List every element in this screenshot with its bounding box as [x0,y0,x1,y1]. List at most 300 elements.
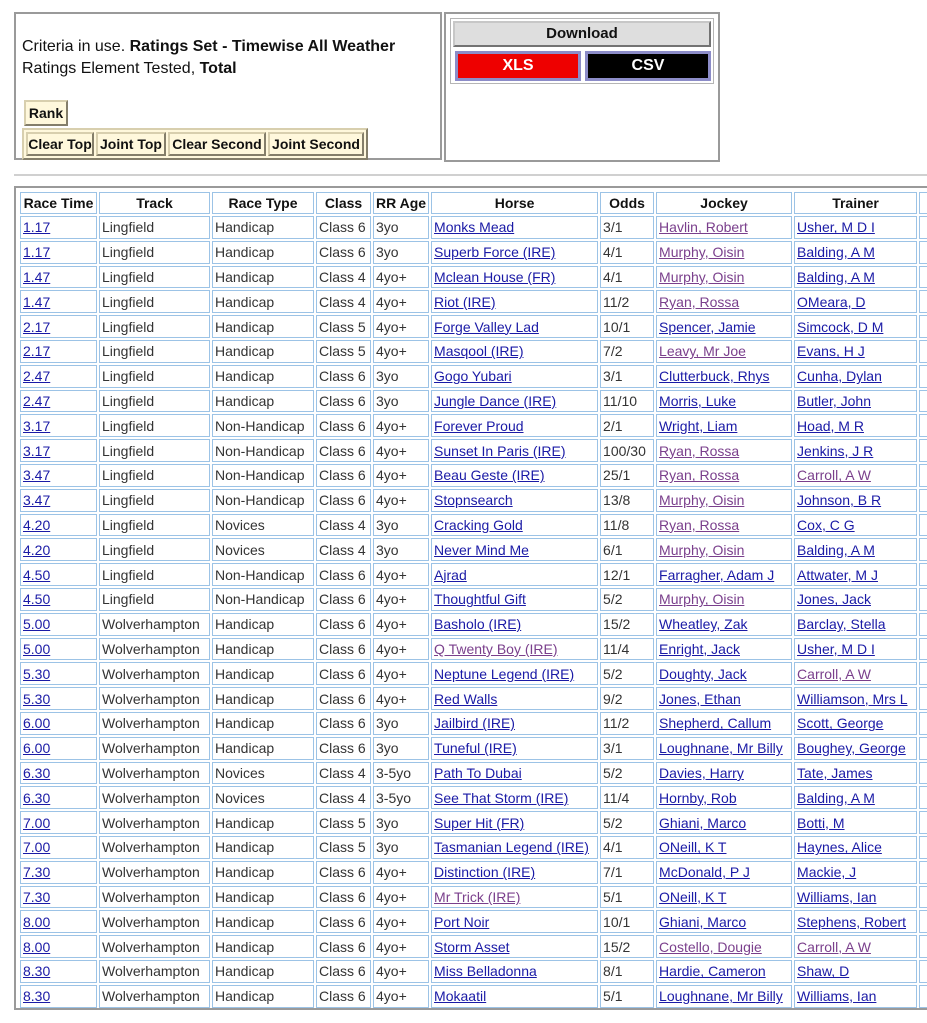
jockey-link[interactable]: Morris, Luke [659,392,737,409]
trainer-link[interactable]: Usher, M D I [797,219,875,236]
trainer-link[interactable]: Cox, C G [797,516,855,533]
trainer-link[interactable]: Botti, M [797,814,845,831]
jockey-cell [656,315,792,338]
horse-cell [431,290,598,313]
table-row [20,514,927,537]
track-cell: Lingfield [99,439,210,462]
horse-link[interactable]: Forever Proud [434,417,524,434]
trainer-link[interactable]: Williamson, Mrs L [797,690,908,707]
race-time-cell [20,638,97,661]
criteria-prefix: Criteria in use. [22,38,126,55]
column-header-track: Track [99,192,210,214]
trainer-link[interactable]: Balding, A M [797,268,875,285]
jockey-link[interactable]: Murphy, Oisin [659,492,745,509]
race-time-link[interactable]: 1.17 [23,219,51,236]
jockey-link[interactable]: Wheatley, Zak [659,616,748,633]
horse-link[interactable]: Cracking Gold [434,516,523,533]
horse-link[interactable]: Sunset In Paris (IRE) [434,442,566,459]
trainer-cell [794,985,917,1008]
class-cell: Class 6 [316,588,371,611]
odds-cell: 11/8 [600,514,654,537]
jockey-link[interactable]: ONeill, K T [659,839,727,856]
odds-cell: 5/1 [600,985,654,1008]
class-cell: Class 6 [316,737,371,760]
race-time-link[interactable]: 8.00 [23,938,51,955]
jockey-cell [656,762,792,785]
class-cell: Class 4 [316,266,371,289]
race-time-link[interactable]: 6.30 [23,789,51,806]
trainer-link[interactable]: Balding, A M [797,244,875,261]
horse-link[interactable]: Mokaatil [434,988,487,1005]
trainer-link[interactable]: Carroll, A W [797,938,871,955]
jockey-link[interactable]: Enright, Jack [659,640,740,657]
class-cell: Class 6 [316,861,371,884]
track-cell: Lingfield [99,489,210,512]
horse-cell [431,315,598,338]
horse-link[interactable]: Jailbird (IRE) [434,715,515,732]
jockey-link[interactable]: Loughnane, Mr Billy [659,740,783,757]
table-row [20,712,927,735]
jockey-cell [656,687,792,710]
table-row [20,315,927,338]
jockey-link[interactable]: Ryan, Rossa [659,442,740,459]
jockey-cell [656,836,792,859]
race-time-cell [20,712,97,735]
track-cell: Lingfield [99,464,210,487]
trainer-link[interactable]: Cunha, Dylan [797,368,882,385]
race-time-link[interactable]: 3.47 [23,492,51,509]
race-time-link[interactable]: 5.30 [23,690,51,707]
trainer-link[interactable]: Carroll, A W [797,467,871,484]
trainer-cell [794,638,917,661]
class-cell: Class 5 [316,315,371,338]
race-time-cell [20,390,97,413]
odds-cell: 2/1 [600,414,654,437]
track-cell: Lingfield [99,266,210,289]
trainer-cell [794,960,917,983]
jockey-cell [656,712,792,735]
track-cell: Lingfield [99,365,210,388]
trainer-cell [794,935,917,958]
track-cell: Lingfield [99,390,210,413]
horse-link[interactable]: Tasmanian Legend (IRE) [434,839,589,856]
rr-age-cell: 4yo+ [373,290,429,313]
jockey-link[interactable]: Murphy, Oisin [659,591,745,608]
odds-cell: 11/2 [600,712,654,735]
jockey-link[interactable]: Murphy, Oisin [659,244,745,261]
overflow-cell [919,910,927,933]
clear-top-button[interactable]: Clear Top [26,132,94,156]
race-type-cell: Handicap [212,216,314,239]
race-time-link[interactable]: 5.00 [23,640,51,657]
track-cell: Wolverhampton [99,836,210,859]
race-time-link[interactable]: 5.00 [23,616,51,633]
trainer-link[interactable]: Scott, George [797,715,884,732]
overflow-cell [919,315,927,338]
trainer-cell [794,365,917,388]
track-cell: Lingfield [99,414,210,437]
class-cell: Class 6 [316,960,371,983]
horse-link[interactable]: Super Hit (FR) [434,814,525,831]
rr-age-cell: 4yo+ [373,613,429,636]
race-time-link[interactable]: 2.17 [23,343,51,360]
race-time-link[interactable]: 1.47 [23,293,51,310]
jockey-link[interactable]: Clutterbuck, Rhys [659,368,770,385]
table-row [20,886,927,909]
jockey-cell [656,737,792,760]
odds-cell: 7/2 [600,340,654,363]
jockey-link[interactable]: Loughnane, Mr Billy [659,988,783,1005]
race-time-link[interactable]: 6.00 [23,715,51,732]
horse-link[interactable]: Stopnsearch [434,492,513,509]
jockey-link[interactable]: Ryan, Rossa [659,293,740,310]
overflow-cell [919,439,927,462]
overflow-cell [919,414,927,437]
jockey-link[interactable]: Doughty, Jack [659,665,747,682]
overflow-cell [919,563,927,586]
horse-link[interactable]: Never Mind Me [434,541,529,558]
results-table [18,190,927,1010]
horse-cell [431,638,598,661]
jockey-link[interactable]: Jones, Ethan [659,690,741,707]
class-cell: Class 6 [316,985,371,1008]
table-row [20,762,927,785]
race-time-link[interactable]: 2.47 [23,392,51,409]
rr-age-cell: 3yo [373,811,429,834]
race-time-link[interactable]: 7.30 [23,888,51,905]
horse-link[interactable]: Beau Geste (IRE) [434,467,545,484]
horse-link[interactable]: Ajrad [434,566,467,583]
jockey-link[interactable]: Wright, Liam [659,417,738,434]
trainer-cell [794,514,917,537]
trainer-link[interactable]: Williams, Ian [797,888,877,905]
rr-age-cell: 3yo [373,216,429,239]
column-header-race-type: Race Type [212,192,314,214]
divider [14,174,927,176]
horse-link[interactable]: Q Twenty Boy (IRE) [434,640,558,657]
trainer-link[interactable]: Barclay, Stella [797,616,886,633]
track-cell: Wolverhampton [99,861,210,884]
race-time-cell [20,439,97,462]
horse-link[interactable]: Red Walls [434,690,498,707]
race-type-cell: Handicap [212,712,314,735]
odds-cell: 3/1 [600,737,654,760]
track-cell: Wolverhampton [99,737,210,760]
race-type-cell: Non-Handicap [212,414,314,437]
jockey-cell [656,464,792,487]
table-row [20,266,927,289]
trainer-link[interactable]: Hoad, M R [797,417,864,434]
rr-age-cell: 3yo [373,514,429,537]
trainer-link[interactable]: Jenkins, J R [797,442,874,459]
trainer-link[interactable]: Boughey, George [797,740,906,757]
odds-cell: 11/4 [600,638,654,661]
table-row [20,737,927,760]
jockey-link[interactable]: Ghiani, Marco [659,814,747,831]
jockey-link[interactable]: Ryan, Rossa [659,467,740,484]
race-type-cell: Handicap [212,390,314,413]
race-type-cell: Handicap [212,910,314,933]
overflow-cell [919,538,927,561]
jockey-link[interactable]: Ryan, Rossa [659,516,740,533]
race-type-cell: Handicap [212,687,314,710]
joint-second-button[interactable]: Joint Second [268,132,364,156]
race-type-cell: Handicap [212,638,314,661]
trainer-link[interactable]: Williams, Ian [797,988,877,1005]
odds-cell: 5/2 [600,588,654,611]
horse-link[interactable]: Superb Force (IRE) [434,244,556,261]
rr-age-cell: 3yo [373,365,429,388]
track-cell: Lingfield [99,588,210,611]
race-time-link[interactable]: 4.50 [23,566,51,583]
horse-link[interactable]: Mclean House (FR) [434,268,556,285]
jockey-link[interactable]: Murphy, Oisin [659,541,745,558]
horse-link[interactable]: Thoughtful Gift [434,591,526,608]
trainer-link[interactable]: Carroll, A W [797,665,871,682]
trainer-link[interactable]: Mackie, J [797,864,857,881]
odds-cell: 8/1 [600,960,654,983]
trainer-cell [794,811,917,834]
horse-link[interactable]: See That Storm (IRE) [434,789,569,806]
horse-link[interactable]: Riot (IRE) [434,293,496,310]
race-time-link[interactable]: 1.47 [23,268,51,285]
track-cell: Wolverhampton [99,935,210,958]
class-cell: Class 6 [316,886,371,909]
horse-cell [431,340,598,363]
trainer-cell [794,489,917,512]
trainer-link[interactable]: Jones, Jack [797,591,871,608]
race-type-cell: Novices [212,538,314,561]
trainer-cell [794,414,917,437]
race-type-cell: Handicap [212,836,314,859]
class-cell: Class 6 [316,439,371,462]
race-time-link[interactable]: 3.47 [23,467,51,484]
race-time-link[interactable]: 2.47 [23,368,51,385]
table-row [20,439,927,462]
race-time-link[interactable]: 4.20 [23,516,51,533]
jockey-link[interactable]: Farragher, Adam J [659,566,775,583]
horse-cell [431,266,598,289]
trainer-link[interactable]: Johnson, B R [797,492,882,509]
trainer-cell [794,762,917,785]
horse-link[interactable]: Basholo (IRE) [434,616,522,633]
overflow-cell [919,737,927,760]
race-time-link[interactable]: 3.17 [23,417,51,434]
race-time-cell [20,216,97,239]
horse-link[interactable]: Distinction (IRE) [434,864,536,881]
table-header-row [20,192,927,214]
xls-download-button[interactable]: XLS [455,51,581,81]
race-time-link[interactable]: 1.17 [23,244,51,261]
jockey-link[interactable]: ONeill, K T [659,888,727,905]
odds-cell: 7/1 [600,861,654,884]
trainer-link[interactable]: Evans, H J [797,343,865,360]
table-row [20,910,927,933]
track-cell: Wolverhampton [99,638,210,661]
race-time-cell [20,290,97,313]
jockey-link[interactable]: Davies, Harry [659,764,744,781]
trainer-cell [794,439,917,462]
race-time-link[interactable]: 7.00 [23,839,51,856]
table-row [20,464,927,487]
trainer-link[interactable]: Tate, James [797,764,873,781]
download-panel [444,12,720,162]
horse-link[interactable]: Miss Belladonna [434,963,537,980]
jockey-link[interactable]: Havlin, Robert [659,219,748,236]
trainer-cell [794,216,917,239]
race-type-cell: Handicap [212,613,314,636]
race-time-cell [20,762,97,785]
column-header-rr-age: RR Age [373,192,429,214]
horse-link[interactable]: Masqool (IRE) [434,343,524,360]
table-row [20,414,927,437]
jockey-link[interactable]: Hornby, Rob [659,789,737,806]
jockey-cell [656,365,792,388]
rr-age-cell: 4yo+ [373,910,429,933]
overflow-cell [919,985,927,1008]
race-time-cell [20,414,97,437]
race-time-link[interactable]: 8.30 [23,963,51,980]
rank-button[interactable]: Rank [24,100,68,126]
trainer-cell [794,266,917,289]
jockey-link[interactable]: Murphy, Oisin [659,268,745,285]
odds-cell: 9/2 [600,687,654,710]
class-cell: Class 6 [316,563,371,586]
horse-link[interactable]: Path To Dubai [434,764,522,781]
trainer-cell [794,786,917,809]
jockey-link[interactable]: Shepherd, Callum [659,715,772,732]
table-row [20,960,927,983]
rr-age-cell: 4yo+ [373,588,429,611]
clear-second-button[interactable]: Clear Second [168,132,266,156]
filter-button-group [22,128,368,160]
csv-download-button[interactable]: CSV [585,51,711,81]
jockey-cell [656,266,792,289]
horse-cell [431,811,598,834]
class-cell: Class 5 [316,340,371,363]
jockey-link[interactable]: Spencer, Jamie [659,318,756,335]
joint-top-button[interactable]: Joint Top [96,132,166,156]
track-cell: Wolverhampton [99,960,210,983]
race-type-cell: Novices [212,514,314,537]
race-type-cell: Handicap [212,960,314,983]
trainer-link[interactable]: OMeara, D [797,293,866,310]
jockey-link[interactable]: Ghiani, Marco [659,913,747,930]
jockey-cell [656,241,792,264]
jockey-link[interactable]: Costello, Dougie [659,938,762,955]
race-type-cell: Handicap [212,365,314,388]
horse-link[interactable]: Neptune Legend (IRE) [434,665,575,682]
column-header-horse: Horse [431,192,598,214]
trainer-link[interactable]: Stephens, Robert [797,913,907,930]
overflow-cell [919,638,927,661]
rr-age-cell: 4yo+ [373,439,429,462]
horse-link[interactable]: Gogo Yubari [434,368,512,385]
jockey-cell [656,489,792,512]
race-time-cell [20,662,97,685]
trainer-cell [794,910,917,933]
odds-cell: 4/1 [600,836,654,859]
horse-link[interactable]: Mr Trick (IRE) [434,888,521,905]
race-time-link[interactable]: 7.00 [23,814,51,831]
jockey-link[interactable]: Hardie, Cameron [659,963,766,980]
rr-age-cell: 4yo+ [373,960,429,983]
race-time-cell [20,365,97,388]
class-cell: Class 4 [316,762,371,785]
race-time-link[interactable]: 6.30 [23,764,51,781]
trainer-link[interactable]: Balding, A M [797,789,875,806]
trainer-link[interactable]: Shaw, D [797,963,850,980]
race-time-cell [20,613,97,636]
trainer-link[interactable]: Butler, John [797,392,871,409]
horse-link[interactable]: Storm Asset [434,938,510,955]
jockey-link[interactable]: McDonald, P J [659,864,750,881]
class-cell: Class 6 [316,687,371,710]
trainer-link[interactable]: Attwater, M J [797,566,878,583]
race-time-cell [20,464,97,487]
horse-cell [431,464,598,487]
race-time-link[interactable]: 4.50 [23,591,51,608]
race-time-link[interactable]: 5.30 [23,665,51,682]
jockey-link[interactable]: Leavy, Mr Joe [659,343,746,360]
race-time-link[interactable]: 8.00 [23,913,51,930]
horse-cell [431,241,598,264]
trainer-link[interactable]: Balding, A M [797,541,875,558]
horse-link[interactable]: Tuneful (IRE) [434,740,517,757]
class-cell: Class 4 [316,538,371,561]
class-cell: Class 6 [316,489,371,512]
trainer-cell [794,588,917,611]
overflow-cell [919,662,927,685]
horse-cell [431,687,598,710]
overflow-cell [919,514,927,537]
overflow-cell [919,811,927,834]
table-row [20,538,927,561]
trainer-link[interactable]: Usher, M D I [797,640,875,657]
trainer-link[interactable]: Simcock, D M [797,318,884,335]
results-table-container [14,186,927,1010]
race-time-cell [20,861,97,884]
race-time-link[interactable]: 7.30 [23,864,51,881]
race-time-link[interactable]: 3.17 [23,442,51,459]
rr-age-cell: 4yo+ [373,489,429,512]
race-time-link[interactable]: 2.17 [23,318,51,335]
race-type-cell: Handicap [212,315,314,338]
table-row [20,290,927,313]
overflow-cell [919,216,927,239]
track-cell: Wolverhampton [99,985,210,1008]
trainer-cell [794,712,917,735]
table-row [20,985,927,1008]
race-type-cell: Handicap [212,935,314,958]
overflow-cell [919,390,927,413]
trainer-link[interactable]: Haynes, Alice [797,839,882,856]
rr-age-cell: 3-5yo [373,762,429,785]
race-type-cell: Handicap [212,737,314,760]
odds-cell: 15/2 [600,613,654,636]
race-time-link[interactable]: 8.30 [23,988,51,1005]
horse-link[interactable]: Port Noir [434,913,490,930]
race-time-cell [20,935,97,958]
race-time-link[interactable]: 6.00 [23,740,51,757]
race-time-link[interactable]: 4.20 [23,541,51,558]
odds-cell: 3/1 [600,365,654,388]
table-row [20,861,927,884]
horse-cell [431,786,598,809]
horse-link[interactable]: Forge Valley Lad [434,318,539,335]
horse-link[interactable]: Jungle Dance (IRE) [434,392,557,409]
horse-link[interactable]: Monks Mead [434,219,515,236]
